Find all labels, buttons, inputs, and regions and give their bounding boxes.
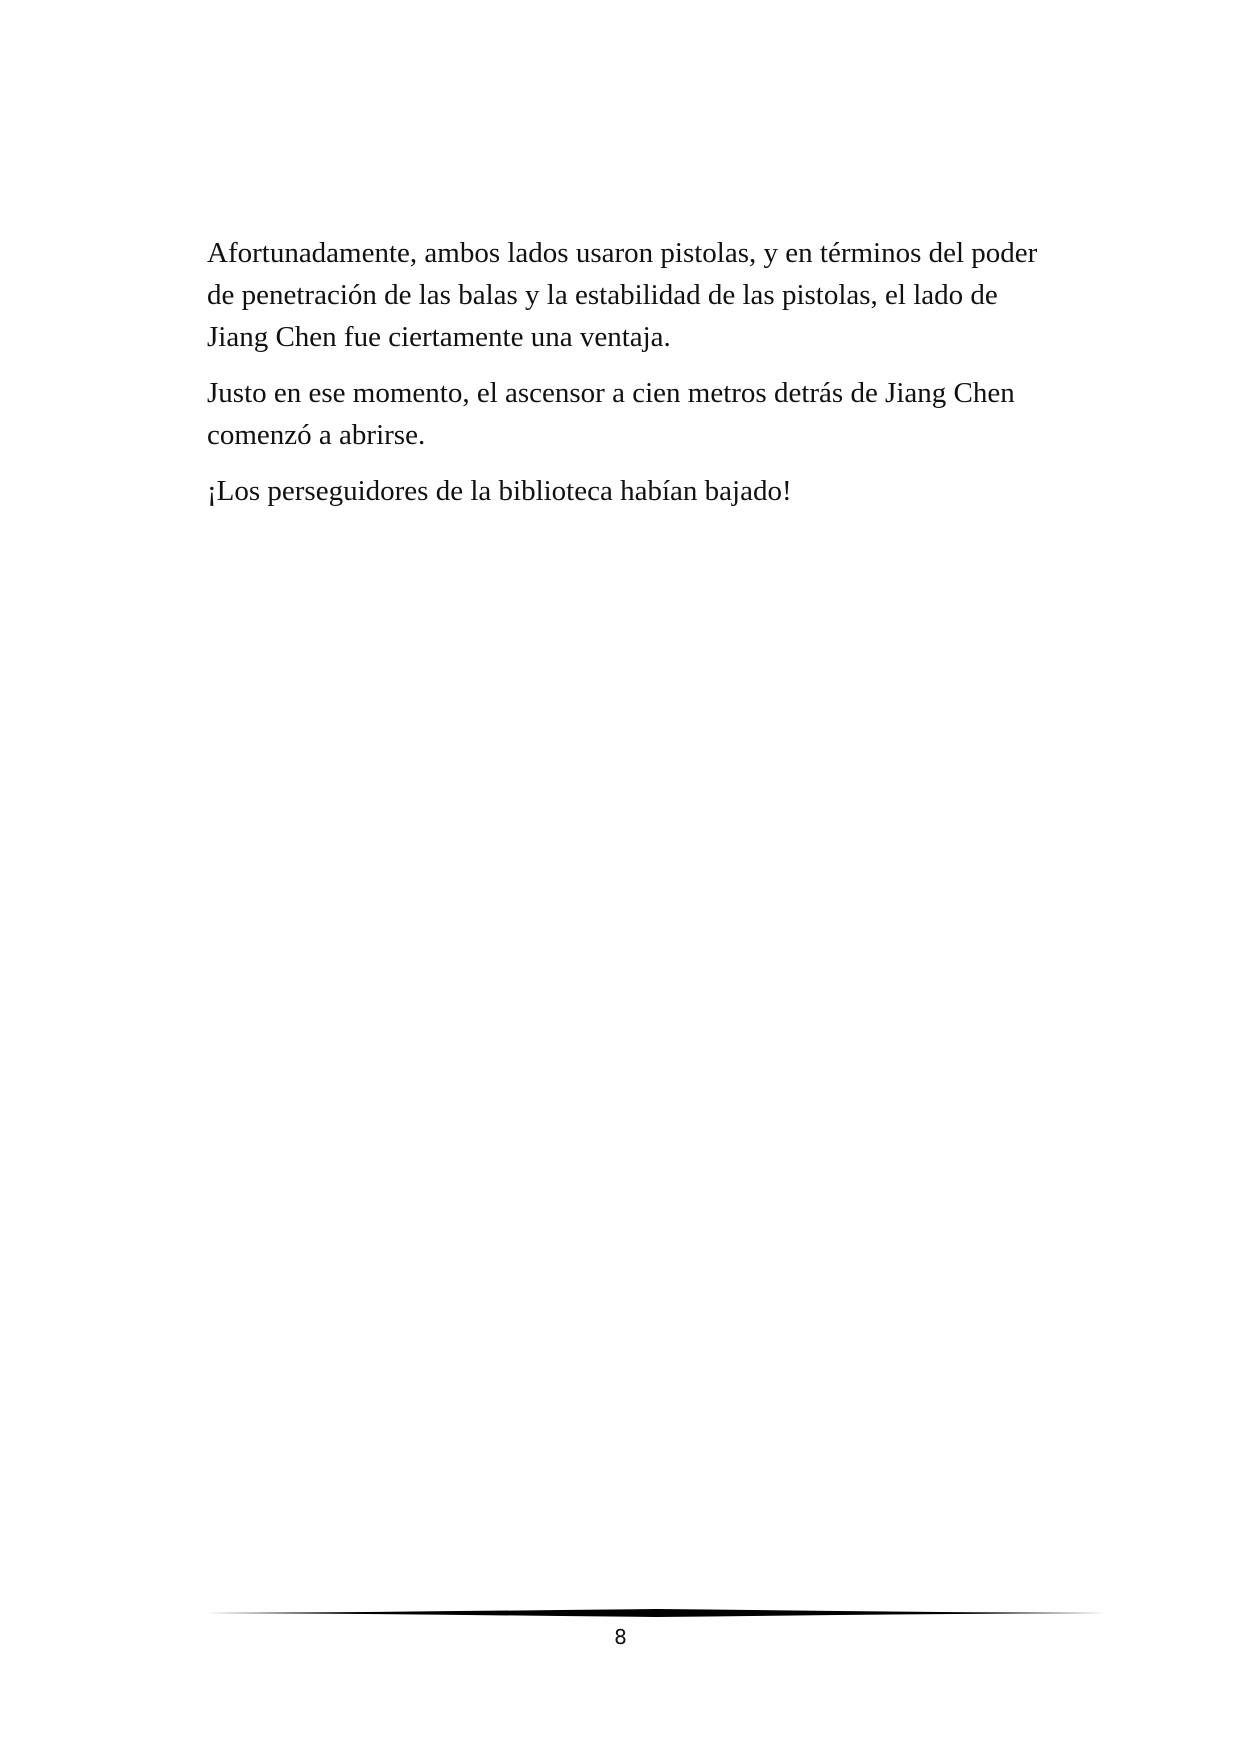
- footer-rule: [206, 1606, 1106, 1620]
- paragraph-2: Justo en ese momento, el ascensor a cien metros detrás de Jiang Chen comenzó a abrirse.: [207, 377, 1015, 451]
- body-text: [207, 232, 1057, 526]
- paragraph-1: Afortunadamente, ambos lados usaron pistolas, y en términos del poder de penetración de las balas y la estabilidad de las pistolas, el lado de Jiang Chen fue ciertamente una ventaja.: [207, 237, 1038, 353]
- page-number: 8: [614, 1625, 627, 1649]
- paragraph-3: ¡Los perseguidores de la biblioteca habían bajado!: [207, 475, 792, 507]
- footer-rule-swell: [206, 1609, 1106, 1617]
